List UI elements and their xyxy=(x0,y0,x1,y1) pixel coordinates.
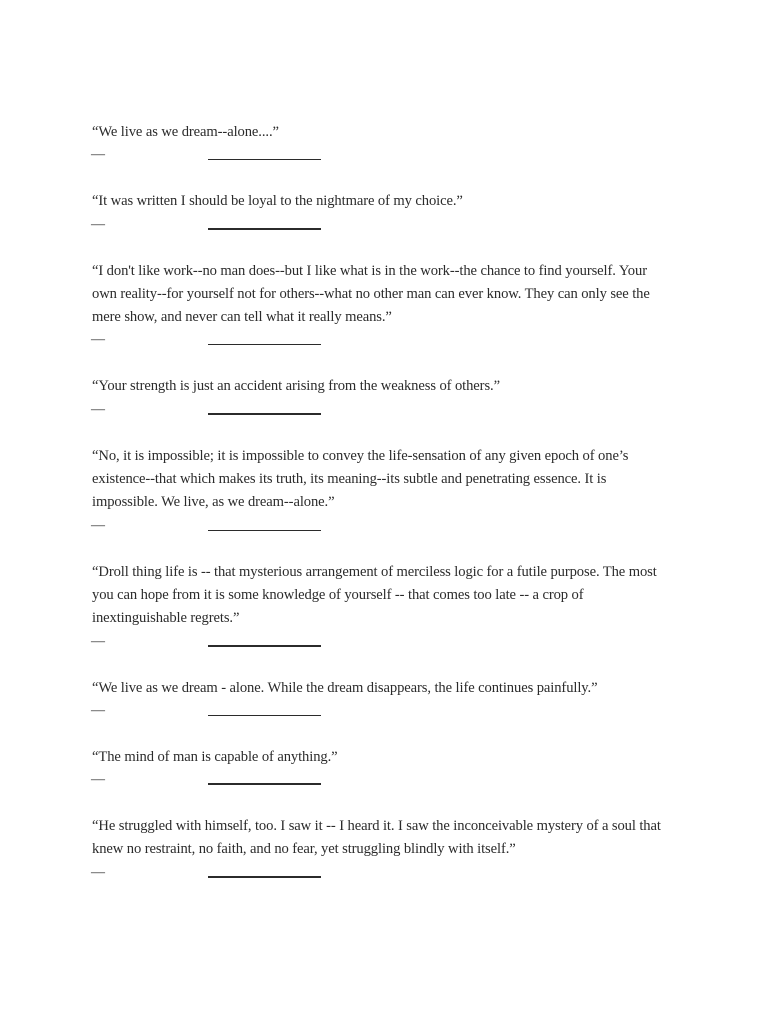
attribution-dash: — xyxy=(91,864,105,880)
quote-text: “We live as we dream--alone....” xyxy=(92,124,279,140)
attribution-blank-line xyxy=(208,413,321,415)
quote-attribution xyxy=(90,769,670,792)
attribution-dash: — xyxy=(91,332,105,348)
quote-attribution xyxy=(90,700,670,723)
quote-entry xyxy=(90,746,670,792)
quote-text: “Droll thing life is -- that mysterious arrangement of merciless logic for a futile purpose. The most you can hope from it is some knowledge of yourself -- that comes too late -- a crop of inextinguishable regrets.” xyxy=(92,563,657,627)
quote-entry xyxy=(90,121,670,167)
quote-entry xyxy=(90,260,670,353)
quote-text: “We live as we dream - alone. While the dream disappears, the life continues painfully.” xyxy=(92,679,598,696)
quote-attribution xyxy=(90,399,670,422)
quote-text: “It was written I should be loyal to the nightmare of my choice.” xyxy=(92,193,463,210)
quote-text: “I don't like work--no man does--but I like what is in the work--the chance to find yourself. Your own reality--for yourself not for others--what no other man can ever know. They can only see the mere show, and never can tell what it really means.” xyxy=(92,262,650,326)
quote-entry xyxy=(90,190,670,236)
quote-entry xyxy=(90,677,670,723)
quote-entry xyxy=(90,375,670,421)
attribution-blank-line xyxy=(208,344,321,345)
quote-entry xyxy=(90,561,670,654)
quote-entry xyxy=(90,815,670,885)
attribution-blank-line xyxy=(208,159,321,160)
quote-attribution xyxy=(90,862,670,885)
quote-attribution xyxy=(90,144,670,167)
attribution-dash: — xyxy=(91,401,105,417)
attribution-dash: — xyxy=(91,633,105,649)
quote-attribution xyxy=(90,329,670,352)
attribution-blank-line xyxy=(208,228,321,230)
attribution-blank-line xyxy=(208,783,321,785)
quote-text: “The mind of man is capable of anything.” xyxy=(92,748,338,765)
attribution-blank-line xyxy=(208,530,321,531)
attribution-blank-line xyxy=(208,645,321,647)
quote-list xyxy=(90,121,670,908)
attribution-dash: — xyxy=(91,517,105,533)
attribution-blank-line xyxy=(208,876,321,878)
attribution-dash: — xyxy=(91,772,105,788)
quote-attribution xyxy=(90,631,670,654)
quote-text: “Your strength is just an accident arising from the weakness of others.” xyxy=(92,378,500,395)
quote-text: “No, it is impossible; it is impossible to convey the life-sensation of any given epoch of one’s existence--that which makes its truth, its meaning--its subtle and penetrating essence. It is impossible. We live, as we dream--alone.” xyxy=(92,447,629,511)
attribution-blank-line xyxy=(208,715,321,716)
quote-entry xyxy=(90,445,670,538)
quote-text: “He struggled with himself, too. I saw it -- I heard it. I saw the inconceivable mystery of a soul that knew no restraint, no faith, and no fear, yet struggling blindly with itself.” xyxy=(92,818,661,858)
attribution-dash: — xyxy=(91,147,105,163)
attribution-dash: — xyxy=(91,702,105,718)
attribution-dash: — xyxy=(91,216,105,232)
quote-attribution xyxy=(90,214,670,237)
quote-attribution xyxy=(90,515,670,538)
